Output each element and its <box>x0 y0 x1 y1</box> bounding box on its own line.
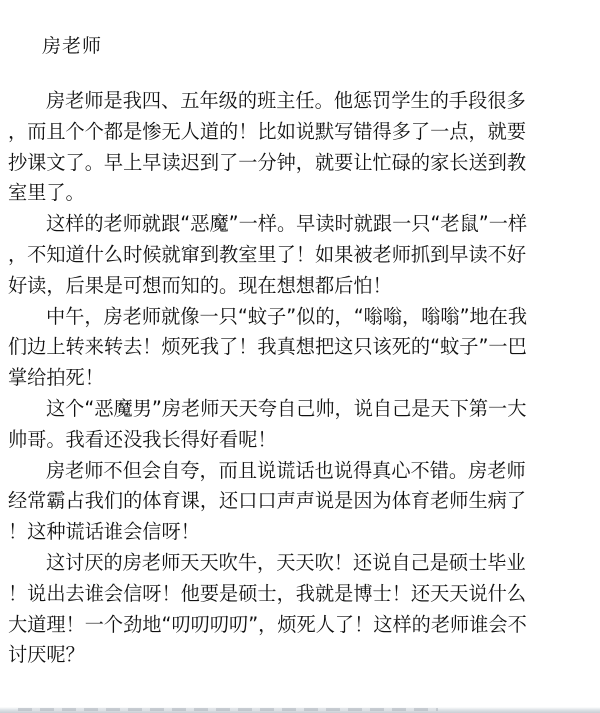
text-line: 室里了。 <box>8 181 85 205</box>
text-line: ！这种谎话谁会信呀！ <box>8 520 200 544</box>
text-line: 抄课文了。早上早读迟到了一分钟，就要让忙碌的家长送到教 <box>8 150 527 174</box>
text-line: ，而且个个都是惨无人道的！比如说默写错得多了一点，就要 <box>8 119 527 143</box>
text-line: ！说出去谁会信呀！他要是硕士，我就是博士！还天天说什么 <box>8 581 527 605</box>
text-line: 这讨厌的房老师天天吹牛，天天吹！还说自己是硕士毕业 <box>46 550 526 574</box>
text-line: ，不知道什么时候就窜到教室里了！如果被老师抓到早读不好 <box>8 242 527 266</box>
text-line: 房老师不但会自夸，而且说谎话也说得真心不错。房老师 <box>46 458 526 482</box>
text-line: 讨厌呢？ <box>8 643 85 667</box>
text-line: 们边上转来转去！烦死我了！我真想把这只该死的“蚊子”一巴 <box>8 335 527 359</box>
text-line: 好读，后果是可想而知的。现在想想都后怕！ <box>8 273 392 297</box>
text-line: 这个“恶魔男”房老师天天夸自己帅，说自己是天下第一大 <box>46 396 527 420</box>
text-line: 房老师是我四、五年级的班主任。他惩罚学生的手段很多 <box>46 89 526 112</box>
text-line: 大道理！一个劲地“叨叨叨叨”，烦死人了！这样的老师谁会不 <box>8 612 527 636</box>
text-line: 中午，房老师就像一只“蚊子”似的，“嗡嗡，嗡嗡”地在我 <box>46 304 528 328</box>
text-line: 掌给拍死！ <box>8 366 104 390</box>
cropped-bottom-edge <box>0 707 600 713</box>
text-line: 这样的老师就跟“恶魔”一样。早读时就跟一只“老鼠”一样 <box>46 212 528 236</box>
text-line: 帅哥。我看还没我长得好看呢！ <box>8 427 277 451</box>
essay-body <box>0 86 600 671</box>
text-line: 经常霸占我们的体育课，还口口声声说是因为体育老师生病了 <box>8 489 527 513</box>
essay-title: 房老师 <box>42 35 103 57</box>
